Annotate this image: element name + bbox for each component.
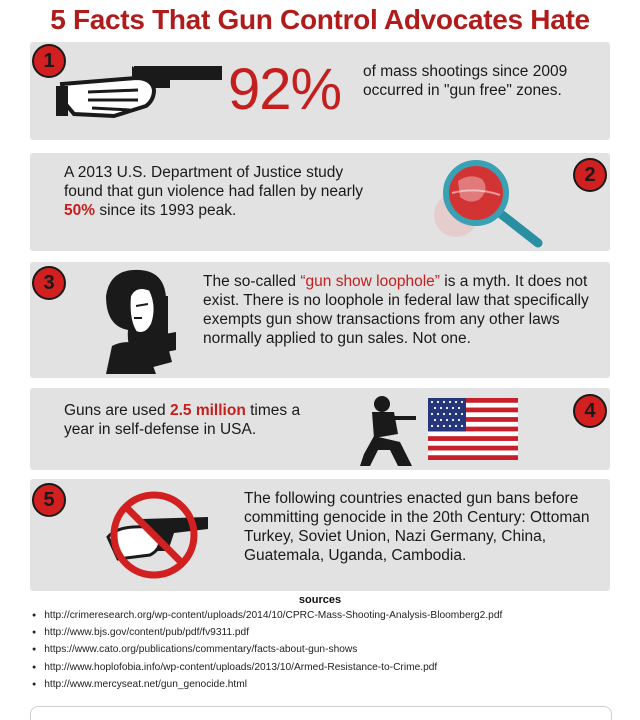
source-link[interactable]: ● http://www.mercyseat.net/gun_genocide.html (32, 677, 502, 694)
fact-number-badge: 3 (32, 266, 66, 300)
page-title: 5 Facts That Gun Control Advocates Hate (50, 4, 590, 35)
usa-flag-icon (428, 398, 518, 460)
hand-pistol-icon (54, 56, 224, 126)
sources-heading: sources (298, 594, 342, 606)
fact-number-badge: 1 (32, 44, 66, 78)
fact-card-4 (30, 388, 610, 470)
fact-card-1 (30, 42, 610, 140)
kneeling-soldier-icon (354, 394, 418, 466)
source-link[interactable]: ● http://www.bjs.gov/content/pub/pdf/fv9311.pdf (32, 625, 502, 642)
fact-card-2 (30, 153, 610, 251)
fact-card-5 (30, 479, 610, 591)
source-link[interactable]: ● http://www.hoplofobia.info/wp-content/uploads/2013/10/Armed-Resistance-to-Crime.pdf (32, 660, 502, 677)
woman-with-gun-icon (76, 266, 196, 374)
source-link[interactable]: ● https://www.cato.org/publications/commentary/facts-about-gun-shows (32, 642, 502, 659)
fact-number-badge: 5 (32, 483, 66, 517)
fact-card-3 (30, 262, 610, 378)
no-guns-icon (98, 489, 218, 581)
fact-text: The following countries enacted gun bans before committing genocide in the 20th Century: Ottoman Turkey, Soviet Union, Nazi Germany, China, Guatemala, Uganda, Cambodia. (244, 490, 590, 564)
sources-list (32, 608, 502, 694)
fact-text: Guns are used 2.5 million times a year in self-defense in USA. (64, 402, 301, 438)
fact-number-badge: 4 (573, 394, 607, 428)
bottom-edge (30, 706, 612, 720)
stat-92-percent: 92% (228, 57, 342, 122)
magnifier-globe-icon (430, 159, 550, 249)
fact-text: A 2013 U.S. Department of Justice study found that gun violence had fallen by nearly 50% since its 1993 peak. (64, 164, 364, 219)
fact-text: of mass shootings since 2009 occurred in "gun free" zones. (363, 63, 568, 99)
fact-number-badge: 2 (573, 158, 607, 192)
source-link[interactable]: ● http://crimeresearch.org/wp-content/uploads/2014/10/CPRC-Mass-Shooting-Analysis-Bloomberg2.pdf (32, 608, 502, 625)
fact-text: The so-called “gun show loophole” is a myth. It does not exist. There is no loophole in federal law that specifically exempts gun show transactions from any other laws normally applied to gun sales. Not one. (203, 273, 589, 347)
